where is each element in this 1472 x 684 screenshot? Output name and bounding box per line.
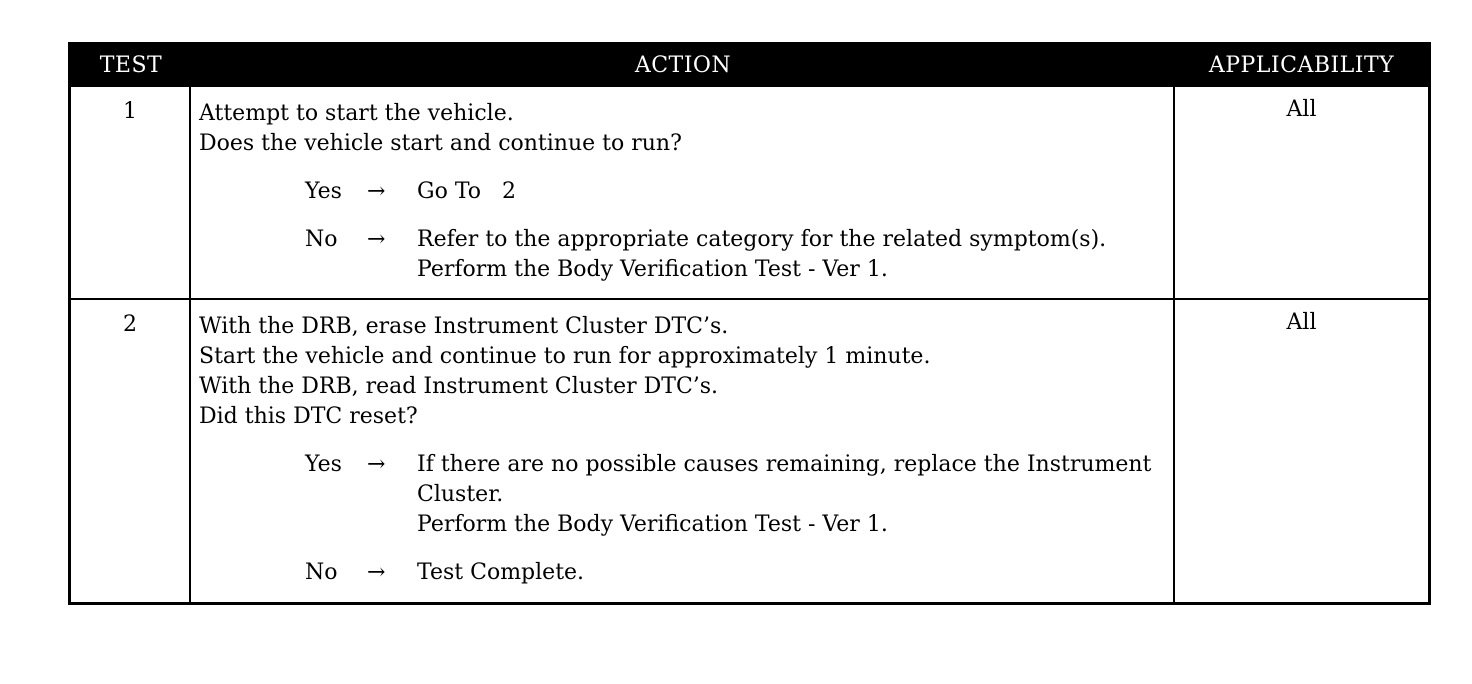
answer-label: No — [305, 227, 338, 252]
answer-label: Yes — [305, 179, 342, 204]
table-header — [71, 45, 1428, 85]
answer-yes — [305, 450, 1173, 540]
answer-line: Test Complete. — [417, 560, 585, 585]
action-line: Did this DTC reset? — [199, 404, 418, 429]
action-cell — [191, 300, 1175, 602]
action-line: Does the vehicle start and continue to run? — [199, 131, 682, 156]
applicability-cell: All — [1286, 310, 1317, 335]
answer-line: Go To 2 — [417, 179, 516, 204]
answer-text — [417, 177, 1173, 207]
answer-line: Perform the Body Verification Test - Ver 1. — [417, 257, 888, 282]
action-line: Start the vehicle and continue to run for approximately 1 minute. — [199, 344, 931, 369]
applicability-cell: All — [1286, 97, 1317, 122]
answer-line: If there are no possible causes remaining, replace the Instrument — [417, 452, 1152, 477]
table-row — [71, 85, 1428, 298]
action-cell — [191, 87, 1175, 298]
answer-yes — [305, 177, 1173, 207]
answer-label: No — [305, 560, 338, 585]
test-number: 1 — [71, 87, 191, 298]
header-test: TEST — [99, 52, 163, 78]
header-action: ACTION — [634, 52, 732, 78]
action-line: With the DRB, erase Instrument Cluster DTC’s. — [199, 314, 729, 339]
action-line: With the DRB, read Instrument Cluster DTC’s. — [199, 374, 719, 399]
header-applicability: APPLICABILITY — [1208, 52, 1395, 78]
table-row — [71, 298, 1428, 602]
answer-line: Refer to the appropriate category for the related symptom(s). — [417, 227, 1107, 252]
diagnostic-test-table — [68, 42, 1431, 605]
answer-line: Cluster. — [417, 482, 504, 507]
answer-label: Yes — [305, 452, 342, 477]
answer-no — [305, 558, 1173, 588]
answer-text — [417, 225, 1173, 285]
answer-text — [417, 558, 1173, 588]
action-line: Attempt to start the vehicle. — [199, 101, 514, 126]
right-arrow-icon: → — [367, 179, 386, 204]
answer-text — [417, 450, 1173, 540]
answer-no — [305, 225, 1173, 285]
right-arrow-icon: → — [367, 227, 386, 252]
right-arrow-icon: → — [367, 452, 386, 477]
test-number: 2 — [71, 300, 191, 602]
right-arrow-icon: → — [367, 560, 386, 585]
answer-line: Perform the Body Verification Test - Ver 1. — [417, 512, 888, 537]
